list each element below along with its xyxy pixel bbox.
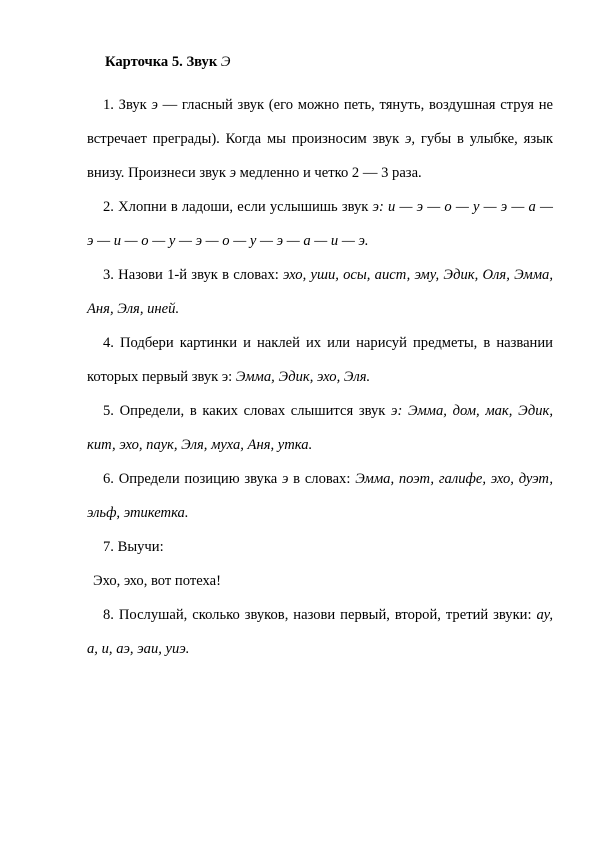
card-title-bold: Карточка 5. Звук — [105, 54, 221, 70]
task-1-text-c: губы в улыбке, язык внизу. Произнеси звук — [87, 131, 553, 181]
task-3-text: 3. Назови 1-й звук в словах: — [103, 267, 284, 283]
task-2-text: 2. Хлопни в ладоши, если услышишь звук — [103, 199, 373, 215]
task-8 — [87, 598, 553, 666]
task-8-sounds: ау, а, и, аэ, эаи, уиэ. — [87, 607, 553, 657]
task-2 — [87, 190, 553, 258]
task-3-words: эхо, уши, осы, аист, эму, Эдик, Оля, Эмма, Аня, Эля, иней. — [87, 267, 554, 317]
task-7 — [87, 530, 553, 564]
task-8-text: 8. Послушай, сколько звуков, назови первый, второй, третий звуки: — [103, 607, 537, 623]
task-5-words: э: Эмма, дом, мак, Эдик, кит, эхо, паук, Эля, муха, Аня, утка. — [87, 403, 553, 453]
task-6-text-a: 6. Определи позицию звука — [103, 471, 282, 487]
task-2-sounds: э: и — э — о — у — э — а — э — и — о — у — э — о — у — э — а — и — э. — [87, 199, 553, 249]
task-4 — [87, 326, 553, 394]
task-1-text-a: 1. Звук — [103, 97, 152, 113]
task-5-text: 5. Определи, в каких словах слышится звук — [103, 403, 392, 419]
card-title-letter: Э — [220, 54, 231, 70]
task-1-sound-b: э, — [404, 131, 416, 147]
task-6-text-b: в словах: — [288, 471, 356, 487]
document-page — [87, 52, 553, 666]
task-6-sound: э — [281, 471, 289, 487]
task-1-sound-c: э — [229, 165, 237, 181]
task-1-text-b: — гласный звук (его можно петь, тянуть, воздушная струя не встречает преграды). Когда мы произносим звук — [87, 97, 553, 147]
task-7-text: 7. Выучи: — [103, 539, 164, 555]
task-4-text: 4. Подбери картинки и наклей их или нарисуй предметы, в названии которых первый звук э: — [87, 335, 553, 385]
task-4-words: Эмма, Эдик, эхо, Эля. — [235, 369, 371, 385]
card-title — [105, 52, 553, 72]
task-1-text-d: медленно и четко 2 — 3 раза. — [236, 165, 422, 181]
task-5 — [87, 394, 553, 462]
task-6 — [87, 462, 553, 530]
task-1-sound-a: э — [151, 97, 158, 113]
poem-line: Эхо, эхо, вот потеха! — [93, 573, 221, 589]
task-3 — [87, 258, 553, 326]
task-6-words: Эмма, поэт, галифе, эхо, дуэт, эльф, этикетка. — [87, 471, 553, 521]
task-1 — [87, 88, 553, 190]
